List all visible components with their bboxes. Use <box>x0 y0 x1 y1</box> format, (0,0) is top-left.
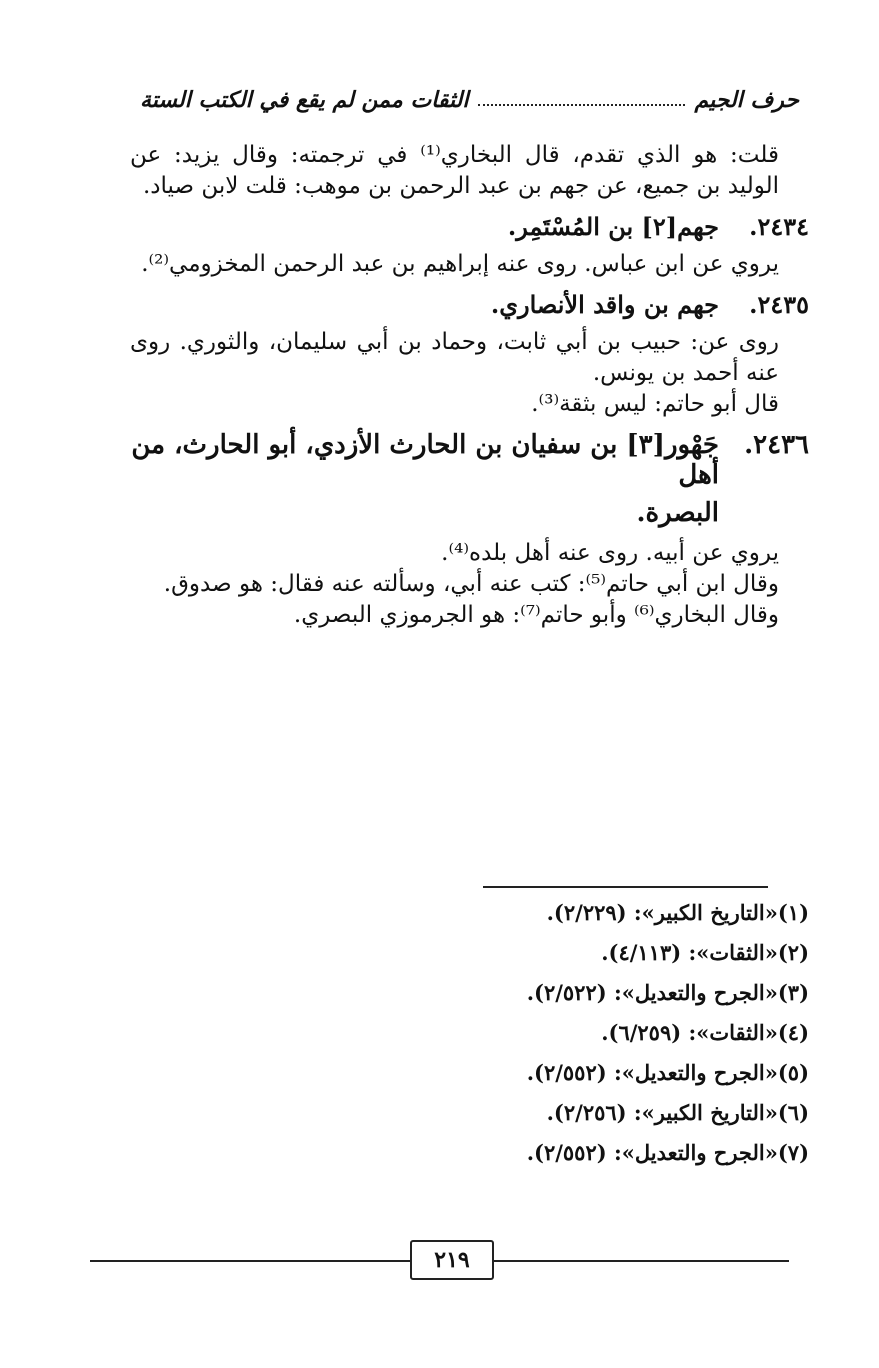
paragraph: وقال ابن أبي حاتم⁽⁵⁾: كتب عنه أبي، وسألته عنه فقال: هو صدوق. <box>163 571 779 598</box>
entry-heading-2436 <box>130 430 809 490</box>
main-text <box>130 140 809 631</box>
footnotes <box>249 900 809 1180</box>
entry-number: ٢٤٣٦. <box>744 430 809 461</box>
page-number: ٢١٩ <box>410 1240 494 1280</box>
footnote: (١)«التاريخ الكبير»: (٢/٢٢٩). <box>546 900 809 925</box>
chapter-title: حرف الجيم <box>694 87 799 113</box>
entry-number: ٢٤٣٥. <box>749 290 809 320</box>
paragraph: يروي عن أبيه. روى عنه أهل بلده⁽⁴⁾. <box>441 540 779 567</box>
footnote: (٣)«الجرح والتعديل»: (٢/٥٢٢). <box>526 980 809 1005</box>
entry-heading-2435 <box>130 290 809 319</box>
header-dot-leader <box>478 94 684 106</box>
entry-number: ٢٤٣٤. <box>749 212 809 242</box>
entry-name-continuation: البصرة. <box>636 498 719 529</box>
footnote: (٥)«الجرح والتعديل»: (٢/٥٥٢). <box>526 1060 809 1085</box>
entry-name: جَهْور[٣] بن سفيان بن الحارث الأزدي، أبو الحارث، من أهل <box>131 430 719 491</box>
paragraph: قال أبو حاتم: ليس بثقة⁽³⁾. <box>531 391 779 418</box>
footnote-separator <box>483 886 768 888</box>
paragraph: روى عن: حبيب بن أبي ثابت، وحماد بن أبي سليمان، والثوري. روى عنه أحمد بن يونس. <box>130 329 779 387</box>
footnote: (٤)«الثقات»: (٦/٢٥٩). <box>601 1020 809 1045</box>
book-title: الثقات ممن لم يقع في الكتب الستة <box>140 87 469 113</box>
footnote: (٦)«التاريخ الكبير»: (٢/٢٥٦). <box>546 1100 809 1125</box>
paragraph: قلت: هو الذي تقدم، قال البخاري⁽¹⁾ في ترجمته: وقال يزيد: عن الوليد بن جميع، عن جهم بن عبد الرحمن بن موهب: قلت لابن صياد. <box>130 142 779 200</box>
entry-heading-2434 <box>130 212 809 241</box>
entry-name: جهم[٢] بن المُسْتَمِر. <box>507 212 719 242</box>
page-footer <box>90 1240 789 1284</box>
paragraph: وقال البخاري⁽⁶⁾ وأبو حاتم⁽⁷⁾: هو الجرموزي البصري. <box>293 602 779 629</box>
footnote: (٧)«الجرح والتعديل»: (٢/٥٥٢). <box>526 1140 809 1165</box>
footnote: (٢)«الثقات»: (٤/١١٣). <box>601 940 809 965</box>
running-header <box>140 80 799 120</box>
paragraph: يروي عن ابن عباس. روى عنه إبراهيم بن عبد الرحمن المخزومي⁽²⁾. <box>141 251 779 278</box>
entry-name: جهم بن واقد الأنصاري. <box>490 290 719 320</box>
